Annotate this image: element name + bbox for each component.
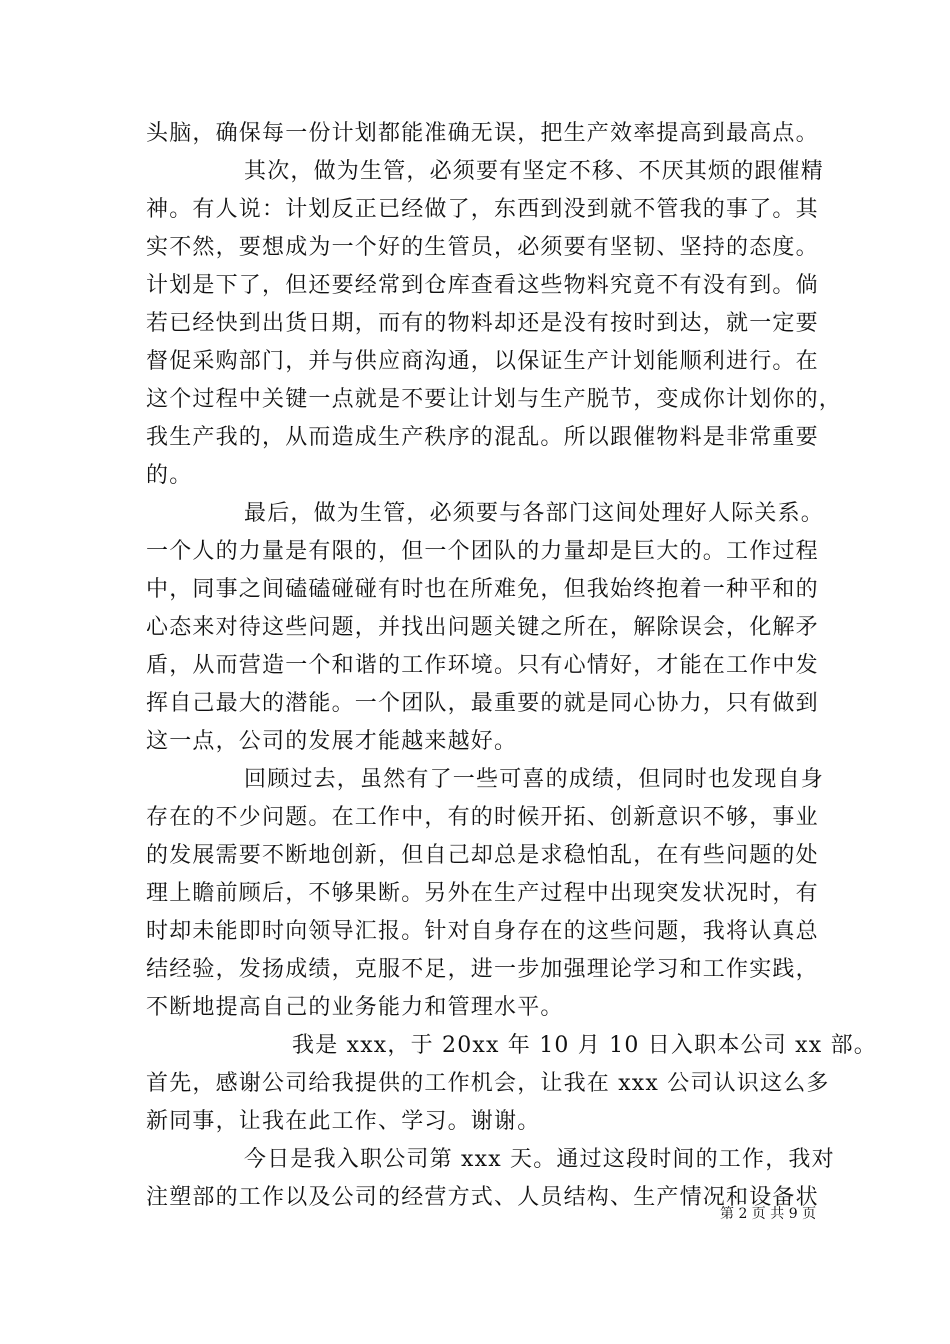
- text-line: 挥自己最大的潜能。一个团队，最重要的就是同心协力，只有做到: [146, 691, 819, 716]
- text-line: 神。有人说：计划反正已经做了，东西到没到就不管我的事了。其: [146, 197, 819, 222]
- text-line: 计划是下了，但还要经常到仓库查看这些物料究竟不有没有到。倘: [146, 273, 819, 298]
- text-line: 盾，从而营造一个和谐的工作环境。只有心情好，才能在工作中发: [146, 653, 819, 678]
- text-line: 不断地提高自己的业务能力和管理水平。: [146, 995, 564, 1020]
- text-line: 理上瞻前顾后，不够果断。另外在生产过程中出现突发状况时，有: [146, 881, 819, 906]
- text-line: 存在的不少问题。在工作中，有的时候开拓、创新意识不够，事业: [146, 805, 819, 830]
- text-line: 时却未能即时向领导汇报。针对自身存在的这些问题，我将认真总: [146, 919, 819, 944]
- text-line: 注塑部的工作以及公司的经营方式、人员结构、生产情况和设备状: [146, 1185, 819, 1210]
- text-line: 这个过程中关键一点就是不要让计划与生产脱节，变成你计划你的，: [146, 387, 843, 412]
- text-line: 回顾过去，虽然有了一些可喜的成绩，但同时也发现自身: [244, 767, 825, 792]
- text-line: 最后，做为生管，必须要与各部门这间处理好人际关系。: [244, 501, 825, 526]
- text-line: 一个人的力量是有限的，但一个团队的力量却是巨大的。工作过程: [146, 539, 819, 564]
- text-line: 今日是我入职公司第 xxx 天。通过这段时间的工作，我对: [244, 1147, 835, 1172]
- text-line: 的发展需要不断地创新，但自己却总是求稳怕乱，在有些问题的处: [146, 843, 819, 868]
- text-line: 心态来对待这些问题，并找出问题关键之所在，解除误会，化解矛: [146, 615, 819, 640]
- text-line: 结经验，发扬成绩，克服不足，进一步加强理论学习和工作实践，: [146, 957, 819, 982]
- text-line: 这一点，公司的发展才能越来越好。: [146, 729, 518, 754]
- text-line: 中，同事之间磕磕碰碰有时也在所难免，但我始终抱着一种平和的: [146, 577, 819, 602]
- text-line: 头脑，确保每一份计划都能准确无误，把生产效率提高到最高点。: [146, 121, 819, 146]
- text-line: 我生产我的，从而造成生产秩序的混乱。所以跟催物料是非常重要: [146, 425, 819, 450]
- text-line: 首先，感谢公司给我提供的工作机会，让我在 xxx 公司认识这么多: [146, 1071, 830, 1096]
- text-line: 若已经快到出货日期，而有的物料却还是没有按时到达，就一定要: [146, 311, 819, 336]
- text-line: 督促采购部门，并与供应商沟通，以保证生产计划能顺利进行。在: [146, 349, 819, 374]
- text-line: 的。: [146, 463, 193, 488]
- page-number: 第 2 页 共 9 页: [720, 1206, 817, 1222]
- text-line: 新同事，让我在此工作、学习。谢谢。: [146, 1109, 541, 1134]
- text-line: 其次，做为生管，必须要有坚定不移、不厌其烦的跟催精: [244, 159, 825, 184]
- text-line: 实不然，要想成为一个好的生管员，必须要有坚韧、坚持的态度。: [146, 235, 819, 260]
- text-line: 我是 xxx，于 20xx 年 10 月 10 日入职本公司 xx 部。: [292, 1033, 877, 1058]
